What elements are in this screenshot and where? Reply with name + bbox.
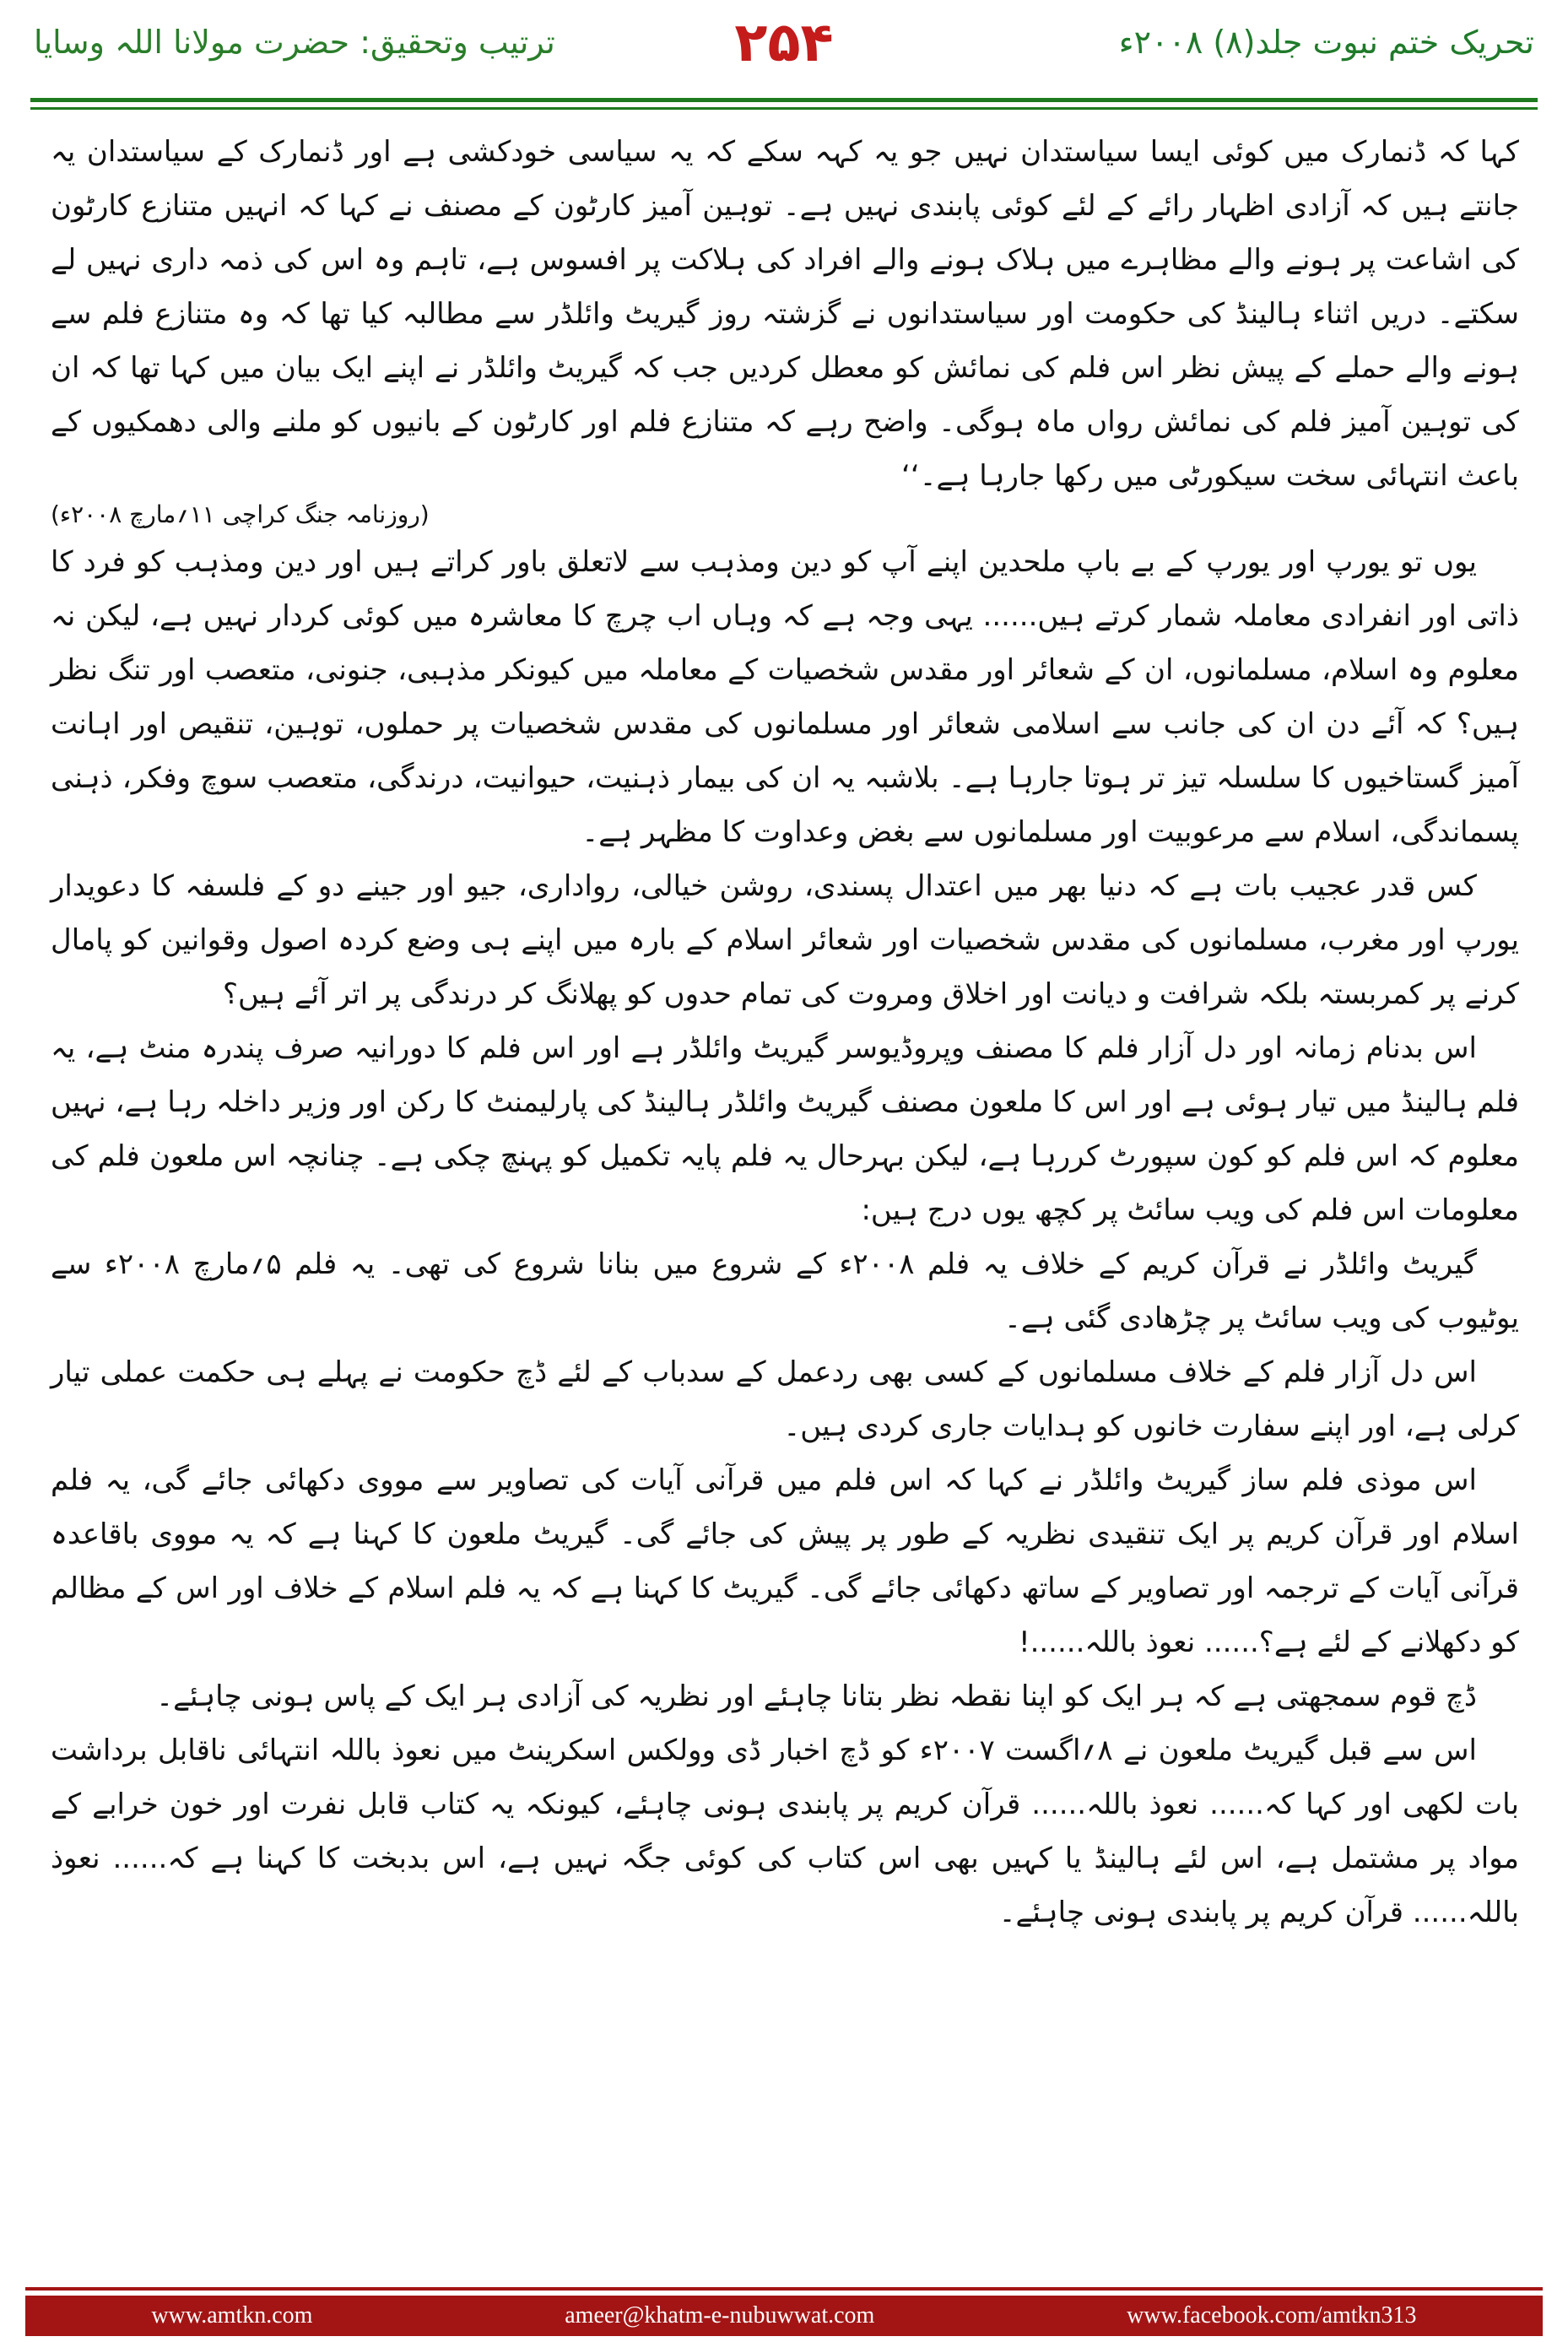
paragraph-5: گیریٹ وائلڈر نے قرآن کریم کے خلاف یہ فلم ۲۰۰۸ء کے شروع میں بنانا شروع کی تھی۔ یہ فلم ۵؍مارچ ۲۰۰۸ء سے یوٹیوب کی ویب سائٹ پر چڑھادی گئی ہے۔ (51, 1247, 1519, 1335)
paragraph-2: یوں تو یورپ اور یورپ کے بے باپ ملحدین اپنے آپ کو دین ومذہب سے لاتعلق باور کراتے ہیں اور دین ومذہب کو فرد کا ذاتی اور انفرادی معاملہ شمار کرتے ہیں...... یہی وجہ ہے کہ وہاں اب چرچ کا معاشرہ میں کوئی کردار نہیں ہے، لیکن نہ معلوم وہ اسلام، مسلمانوں، ان کے شعائر اور مقدس شخصیات کے معاملہ میں کیونکر مذہبی، جنونی، متعصب اور تنگ نظر ہیں؟ کہ آئے دن ان کی جانب سے اسلامی شعائر اور مسلمانوں کی مقدس شخصیات پر حملوں، توہین، تنقیص اور اہانت آمیز گستاخیوں کا سلسلہ تیز تر ہوتا جارہا ہے۔ بلاشبہ یہ ان کی بیمار ذہنیت، حیوانیت، درندگی، متعصب سوچ وفکر، ذہنی پسماندگی، اسلام سے مرعوبیت اور مسلمانوں سے بغض وعداوت کا مظہر ہے۔ (51, 545, 1519, 849)
header-rule-thick (30, 98, 1538, 102)
page-number: ۲۵۴ (734, 12, 834, 74)
paragraph-1: کہا کہ ڈنمارک میں کوئی ایسا سیاستدان نہیں جو یہ کہہ سکے کہ یہ سیاسی خودکشی ہے اور ڈنمارک کے سیاستدان یہ جانتے ہیں کہ آزادی اظہار رائے کے لئے کوئی پابندی نہیں ہے۔ توہین آمیز کارٹون کے مصنف نے کہا کہ انہیں متنازع کارٹون کی اشاعت پر ہونے والے مظاہرے میں ہلاک ہونے والے افراد کی ہلاکت پر افسوس ہے، تاہم وہ اس کی ذمہ داری نہیں لے سکتے۔ دریں اثناء ہالینڈ کی حکومت اور سیاستدانوں نے گزشتہ روز گیریٹ وائلڈر سے مطالبہ کیا تھا کہ وہ متنازع فلم سے ہونے والے حملے کے پیش نظر اس فلم کی نمائش کو معطل کردیں جب کہ گیریٹ وائلڈر نے اپنے ایک بیان میں کہا تھا کہ ان کی توہین آمیز فلم کی نمائش رواں ماہ ہوگی۔ واضح رہے کہ متنازع فلم اور کارٹون کے بانیوں کو ملنے والی دھمکیوں کے باعث انتہائی سخت سیکورٹی میں رکھا جارہا ہے۔‘‘ (51, 135, 1519, 493)
book-title: تحریک ختم نبوت جلد(۸) ۲۰۰۸ء (1118, 24, 1534, 61)
paragraph-8: ڈچ قوم سمجھتی ہے کہ ہر ایک کو اپنا نقطہ نظر بتانا چاہئے اور نظریہ کی آزادی ہر ایک کے پاس ہونی چاہئے۔ (156, 1679, 1477, 1713)
footer-website-link[interactable]: www.amtkn.com (151, 2302, 313, 2328)
citation (51, 498, 1519, 532)
compiler-credit: ترتیب وتحقیق: حضرت مولانا اللہ وسایا (34, 24, 555, 61)
paragraph-4: اس بدنام زمانہ اور دل آزار فلم کا مصنف وپروڈیوسر گیریٹ وائلڈر ہے اور اس فلم کا دورانیہ صرف پندرہ منٹ ہے، یہ فلم ہالینڈ میں تیار ہوئی ہے اور اس کا ملعون مصنف گیریٹ وائلڈر ہالینڈ کی پارلیمنٹ کا رکن اور وزیر داخلہ رہا ہے، نہیں معلوم کہ اس فلم کو کون سپورٹ کررہا ہے، لیکن بہرحال یہ فلم پایہ تکمیل کو پہنچ چکی ہے۔ چنانچہ اس ملعون فلم کی معلومات اس فلم کی ویب سائٹ پر کچھ یوں درج ہیں: (51, 1031, 1519, 1227)
paragraph-3: کس قدر عجیب بات ہے کہ دنیا بھر میں اعتدال پسندی، روشن خیالی، رواداری، جیو اور جینے دو کے فلسفہ کا دعویدار یورپ اور مغرب، مسلمانوں کی مقدس شخصیات اور شعائر اسلام کے بارہ میں اپنے ہی وضع کردہ اصول وقوانین کو پامال کرنے پر کمربستہ بلکہ شرافت و دیانت اور اخلاق ومروت کی تمام حدوں کو پھلانگ کر درندگی پر اتر آئے ہیں؟ (51, 869, 1519, 1011)
footer-facebook-link[interactable]: www.facebook.com/amtkn313 (1127, 2302, 1417, 2328)
paragraph-9: اس سے قبل گیریٹ ملعون نے ۸؍اگست ۲۰۰۷ء کو ڈچ اخبار ڈی وولکس اسکرینٹ میں نعوذ باللہ انتہائی ناقابل برداشت بات لکھی اور کہا کہ...... نعوذ باللہ...... قرآن کریم پر پابندی ہونی چاہئے، کیونکہ یہ کتاب قابل نفرت اور خون خرابے کے مواد پر مشتمل ہے، اس لئے ہالینڈ یا کہیں بھی اس کتاب کی کوئی جگہ نہیں ہے، اس بدبخت کا کہنا ہے کہ...... نعوذ باللہ...... قرآن کریم پر پابندی ہونی چاہئے۔ (51, 1734, 1519, 1929)
paragraph-6: اس دل آزار فلم کے خلاف مسلمانوں کے کسی بھی ردعمل کے سدباب کے لئے ڈچ حکومت نے پہلے ہی حکمت عملی تیار کرلی ہے، اور اپنے سفارت خانوں کو ہدایات جاری کردی ہیں۔ (51, 1355, 1519, 1443)
paragraph-7: اس موذی فلم ساز گیریٹ وائلڈر نے کہا کہ اس فلم میں قرآنی آیات کی تصاویر سے مووی دکھائی جائے گی، یہ فلم اسلام اور قرآن کریم پر ایک تنقیدی نظریہ کے طور پر پیش کی جائے گی۔ گیریٹ ملعون کا کہنا ہے کہ یہ مووی باقاعدہ قرآنی آیات کے ترجمہ اور تصاویر کے ساتھ دکھائی جائے گی۔ گیریٹ کا کہنا ہے کہ یہ فلم اسلام کے خلاف اور اس کے مظالم کو دکھلانے کے لئے ہے؟...... نعوذ باللہ......! (51, 1463, 1519, 1659)
footer-bar (25, 2296, 1543, 2336)
footer-email-link[interactable]: ameer@khatm-e-nubuwwat.com (565, 2302, 875, 2328)
page-body (51, 125, 1519, 2235)
header-rule-thin (30, 107, 1538, 110)
page-header (0, 0, 1568, 101)
citation-text: (روزنامہ جنگ کراچی ۱۱؍مارچ ۲۰۰۸ء) (51, 500, 430, 528)
footer-rule (25, 2287, 1543, 2291)
